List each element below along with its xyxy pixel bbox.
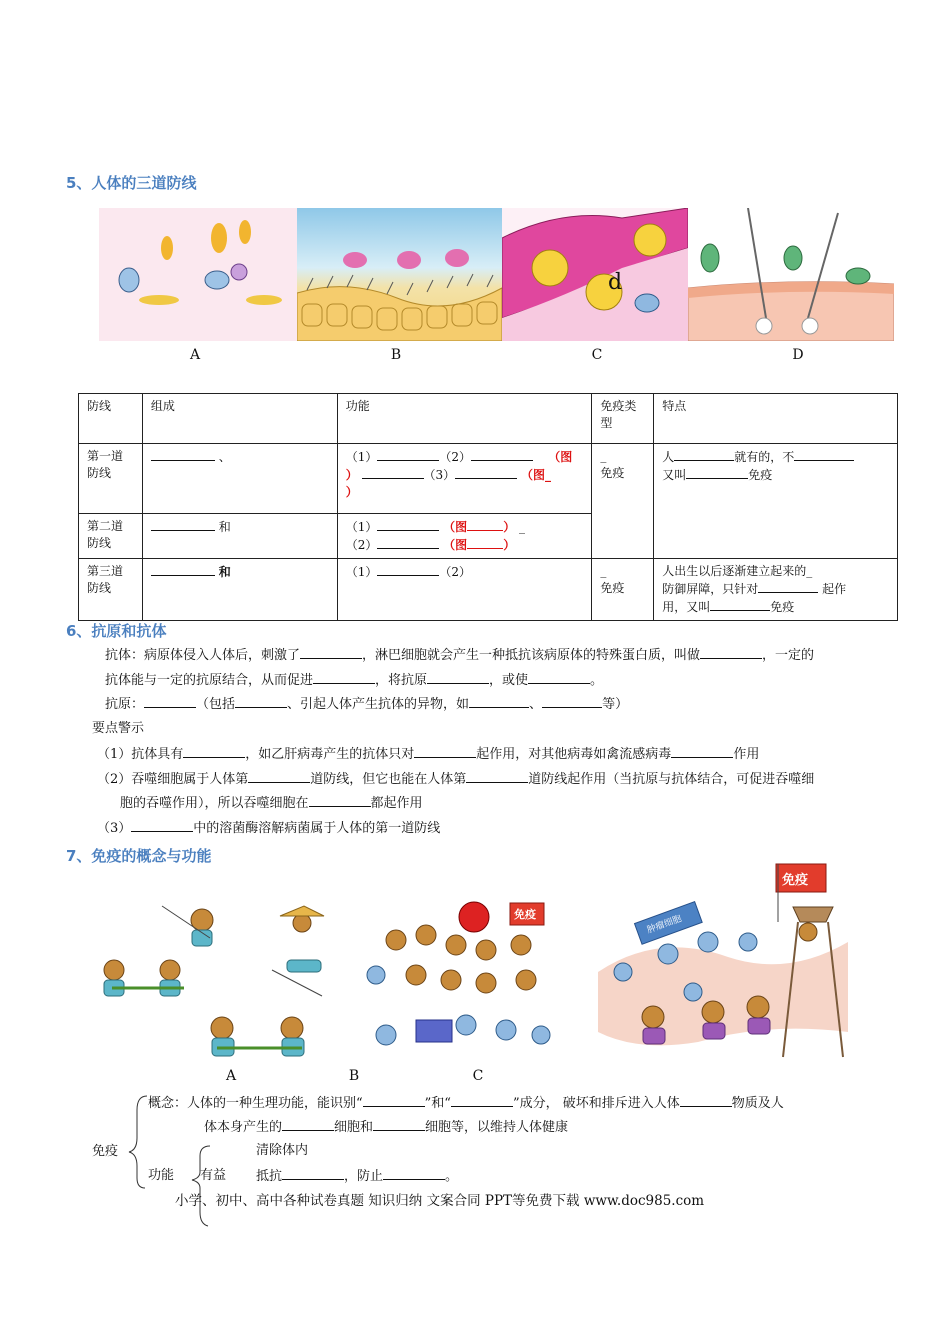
caption-a: A bbox=[189, 347, 201, 363]
illustration-c bbox=[502, 208, 688, 341]
fill-blank[interactable] bbox=[144, 695, 196, 708]
fill-blank[interactable] bbox=[680, 1094, 732, 1107]
note3-b: 中的溶菌酶溶解病菌属于人体的第一道防线 bbox=[193, 821, 441, 836]
note-3 bbox=[97, 819, 440, 838]
fill-blank[interactable] bbox=[542, 695, 602, 708]
row1-fig1: （图 bbox=[548, 450, 573, 464]
fill-blank[interactable] bbox=[467, 518, 503, 531]
header-feature: 特点 bbox=[654, 394, 898, 444]
row3-feat3a: 用，又叫 bbox=[662, 600, 711, 614]
table-row bbox=[79, 444, 898, 514]
row1-fig2: （图_ bbox=[521, 468, 552, 482]
antigen-d: 、 bbox=[529, 697, 543, 712]
fill-blank[interactable] bbox=[151, 563, 215, 576]
row1-feat2b: 免疫 bbox=[748, 468, 773, 482]
fill-blank[interactable] bbox=[363, 1094, 425, 1107]
row3-function bbox=[337, 559, 592, 621]
footer-text: 小学、初中、高中各种试卷真题 知识归纳 文案合同 PPT等免费下载 www.doc985.com bbox=[175, 1193, 705, 1209]
row2-f2: （2） bbox=[345, 538, 378, 552]
row1-feat2a: 又叫 bbox=[662, 468, 687, 482]
row2-f1: （1） bbox=[345, 520, 378, 534]
note-2-cont bbox=[120, 794, 423, 813]
row3-type bbox=[592, 559, 654, 621]
fill-blank[interactable] bbox=[451, 1094, 513, 1107]
row2-composition bbox=[142, 514, 337, 559]
fill-blank[interactable] bbox=[309, 794, 371, 807]
caption-c: C bbox=[591, 347, 603, 363]
row1-f3: （3） bbox=[423, 468, 456, 482]
note2b-a: 胞的吞噬作用），所以吞噬细胞在 bbox=[120, 796, 309, 811]
note3-a: （3） bbox=[97, 821, 132, 836]
row3-type-mark: _ bbox=[600, 564, 607, 578]
fill-blank[interactable] bbox=[700, 646, 762, 659]
note2-a: （2）吞噬细胞属于人体第 bbox=[97, 772, 249, 787]
note2b-b: 都起作用 bbox=[370, 796, 423, 811]
brace-icon bbox=[125, 1092, 155, 1232]
section-5-title: 5、人体的三道防线 bbox=[66, 174, 197, 192]
fill-blank[interactable] bbox=[151, 448, 215, 461]
antibody-line-1 bbox=[105, 646, 814, 665]
row2-comp-sep: 和 bbox=[218, 520, 231, 534]
concept-a: 概念：人体的一种生理功能，能识别“ bbox=[148, 1096, 363, 1111]
antigen-e: 等） bbox=[602, 697, 629, 712]
fill-blank[interactable] bbox=[710, 598, 770, 611]
row3-f1: （1） bbox=[345, 565, 378, 579]
row1-line: 第一道防线 bbox=[79, 444, 143, 514]
antibody-line-2 bbox=[105, 671, 603, 690]
antigen-a: 抗原： bbox=[105, 697, 145, 712]
note1-d: 作用 bbox=[733, 747, 760, 762]
cartoon-a bbox=[92, 878, 342, 1068]
antigen-line bbox=[105, 695, 628, 714]
antibody-l2c: ，或使 bbox=[489, 673, 529, 688]
lymphocyte-icon bbox=[688, 208, 894, 341]
row2-fig1: （图 bbox=[443, 520, 468, 534]
header-composition: 组成 bbox=[142, 394, 337, 444]
header-function: 功能 bbox=[337, 394, 592, 444]
fill-blank[interactable] bbox=[282, 1118, 334, 1131]
antibody-l2b: ，将抗原 bbox=[375, 673, 428, 688]
fill-blank[interactable] bbox=[758, 580, 818, 593]
resist-b: ，防止 bbox=[344, 1169, 384, 1184]
row1-fig1-close: ） bbox=[345, 468, 358, 482]
defense-table bbox=[78, 393, 898, 621]
row1-comp-sep: 、 bbox=[218, 450, 231, 464]
row1-function bbox=[337, 444, 592, 514]
resist-line bbox=[256, 1167, 458, 1186]
phagocyte-icon bbox=[502, 208, 688, 341]
notes-title: 要点警示 bbox=[92, 721, 145, 736]
picture-c-letter: d bbox=[608, 270, 623, 295]
note2-c: 道防线起作用（当抗原与抗体结合，可促进吞噬细 bbox=[528, 772, 815, 787]
concept-e: 体本身产生的 bbox=[204, 1120, 283, 1135]
fill-blank[interactable] bbox=[377, 536, 439, 549]
row3-feature bbox=[654, 559, 898, 621]
row2-fig2: （图 bbox=[443, 538, 468, 552]
note-1 bbox=[97, 745, 759, 764]
note1-c: 起作用，对其他病毒如禽流感病毒 bbox=[476, 747, 672, 762]
fill-blank[interactable] bbox=[671, 745, 733, 758]
row1-composition bbox=[142, 444, 337, 514]
caption-d: D bbox=[792, 347, 804, 363]
row3-feat3b: 免疫 bbox=[770, 600, 795, 614]
cartoon-b bbox=[356, 895, 576, 1067]
fill-blank[interactable] bbox=[467, 536, 503, 549]
row1-feat1a: 人 bbox=[662, 450, 675, 464]
row3-comp-sep: 和 bbox=[218, 565, 231, 579]
tower-battle-icon bbox=[598, 862, 852, 1062]
brace-icon bbox=[188, 1142, 218, 1232]
resist-c: 。 bbox=[445, 1169, 459, 1184]
soldiers-stretcher-icon bbox=[92, 878, 342, 1068]
fill-blank[interactable] bbox=[469, 695, 529, 708]
concept-f: 细胞和 bbox=[334, 1120, 374, 1135]
flag-b-text: 免疫 bbox=[514, 908, 536, 921]
fill-blank[interactable] bbox=[313, 671, 375, 684]
concept-g: 细胞等，以维持人体健康 bbox=[425, 1120, 569, 1135]
resist-a: 抵抗 bbox=[256, 1169, 283, 1184]
fill-blank[interactable] bbox=[471, 448, 533, 461]
fill-blank[interactable] bbox=[427, 671, 489, 684]
fill-blank[interactable] bbox=[466, 770, 528, 783]
concept-line-2 bbox=[204, 1118, 568, 1137]
fill-blank[interactable] bbox=[131, 819, 193, 832]
note1-b: ，如乙肝病毒产生的抗体只对 bbox=[245, 747, 415, 762]
row1-type bbox=[592, 444, 654, 559]
fill-blank[interactable] bbox=[183, 745, 245, 758]
note2-b: 道防线，但它也能在人体第 bbox=[310, 772, 467, 787]
fill-blank[interactable] bbox=[377, 518, 439, 531]
row1-f1: （1） bbox=[345, 450, 378, 464]
fill-blank[interactable] bbox=[248, 770, 310, 783]
mucous-membrane-icon bbox=[297, 208, 502, 341]
cartoon-c bbox=[598, 862, 852, 1062]
fill-blank[interactable] bbox=[377, 448, 439, 461]
row3-feat1: 人出生以后逐渐建立起来的_ bbox=[662, 564, 813, 578]
caption-7c: C bbox=[472, 1068, 484, 1084]
fill-blank[interactable] bbox=[362, 466, 424, 479]
header-line: 防线 bbox=[79, 394, 143, 444]
concept-b: ”和“ bbox=[424, 1096, 451, 1111]
immune-label: 免疫 bbox=[92, 1144, 119, 1159]
concept-line-1 bbox=[148, 1094, 784, 1113]
row2-function bbox=[337, 514, 592, 559]
header-type: 免疫类型 bbox=[592, 394, 654, 444]
table-row bbox=[79, 559, 898, 621]
fill-blank[interactable] bbox=[686, 466, 748, 479]
antibody-l1b: ，淋巴细胞就会产生一种抵抗该病原体的特殊蛋白质，叫做 bbox=[362, 648, 701, 663]
flag-c-text: 免疫 bbox=[782, 873, 809, 888]
row3-f2: （2） bbox=[439, 565, 471, 579]
illustration-a bbox=[99, 208, 297, 341]
fill-blank[interactable] bbox=[282, 1167, 344, 1180]
fill-blank[interactable] bbox=[377, 563, 439, 576]
row3-feat2a: 防御屏障，只针对 bbox=[662, 582, 759, 596]
antibody-l1c: ，一定的 bbox=[762, 648, 815, 663]
row2-line: 第二道防线 bbox=[79, 514, 143, 559]
row2-f1-tail: _ bbox=[519, 520, 526, 534]
caption-7b: B bbox=[348, 1068, 360, 1084]
row1-type-text: 免疫 bbox=[600, 466, 625, 480]
row3-feat2b: 起作 bbox=[822, 582, 847, 596]
soldiers-battle-icon bbox=[356, 895, 576, 1067]
row2-fig1-close: ） bbox=[503, 520, 516, 534]
antibody-l2a: 抗体能与一定的抗原结合，从而促进 bbox=[105, 673, 314, 688]
banner-c-text: 肿瘤细胞 bbox=[645, 914, 684, 936]
row1-feature bbox=[654, 444, 898, 559]
row1-f2: （2） bbox=[439, 450, 471, 464]
notes-block bbox=[92, 720, 912, 850]
row3-line: 第三道防线 bbox=[79, 559, 143, 621]
fill-blank[interactable] bbox=[151, 518, 215, 531]
section-7-title: 7、免疫的概念与功能 bbox=[66, 847, 212, 865]
note1-a: （1）抗体具有 bbox=[97, 747, 184, 762]
skin-secretion-icon bbox=[99, 208, 297, 341]
concept-c: ”成分， 破坏和排斥进入人体 bbox=[512, 1096, 680, 1111]
antigen-b: （包括 bbox=[196, 697, 236, 712]
concept-d: 物质及人 bbox=[731, 1096, 784, 1111]
caption-b: B bbox=[390, 347, 402, 363]
table-header-row bbox=[79, 394, 898, 444]
row1-feat1b: 就有的，不 bbox=[734, 450, 795, 464]
fill-blank[interactable] bbox=[674, 448, 734, 461]
fill-blank[interactable] bbox=[414, 745, 476, 758]
illustration-b bbox=[297, 208, 502, 341]
row2-fig2-close: ） bbox=[503, 538, 516, 552]
row1-fig2-close: ） bbox=[345, 485, 358, 499]
illustration-d bbox=[688, 208, 894, 341]
fill-blank[interactable] bbox=[373, 1118, 425, 1131]
caption-7a: A bbox=[225, 1068, 237, 1084]
beneficial-label: 有益 bbox=[200, 1168, 227, 1183]
clear-label: 清除体内 bbox=[256, 1143, 309, 1158]
antibody-l1a: 抗体：病原体侵入人体后，刺激了 bbox=[105, 648, 301, 663]
fill-blank[interactable] bbox=[528, 671, 590, 684]
fill-blank[interactable] bbox=[794, 448, 854, 461]
fill-blank[interactable] bbox=[455, 466, 517, 479]
note-2 bbox=[97, 770, 814, 789]
row3-type-text: 免疫 bbox=[600, 581, 625, 595]
row3-composition bbox=[142, 559, 337, 621]
fill-blank[interactable] bbox=[235, 695, 287, 708]
function-label: 功能 bbox=[148, 1168, 175, 1183]
section-6-title: 6、抗原和抗体 bbox=[66, 622, 167, 640]
fill-blank[interactable] bbox=[300, 646, 362, 659]
antigen-c: 、引起人体产生抗体的异物，如 bbox=[287, 697, 470, 712]
antibody-l2d: 。 bbox=[590, 673, 604, 688]
row1-type-mark: _ bbox=[600, 449, 607, 463]
fill-blank[interactable] bbox=[383, 1167, 445, 1180]
